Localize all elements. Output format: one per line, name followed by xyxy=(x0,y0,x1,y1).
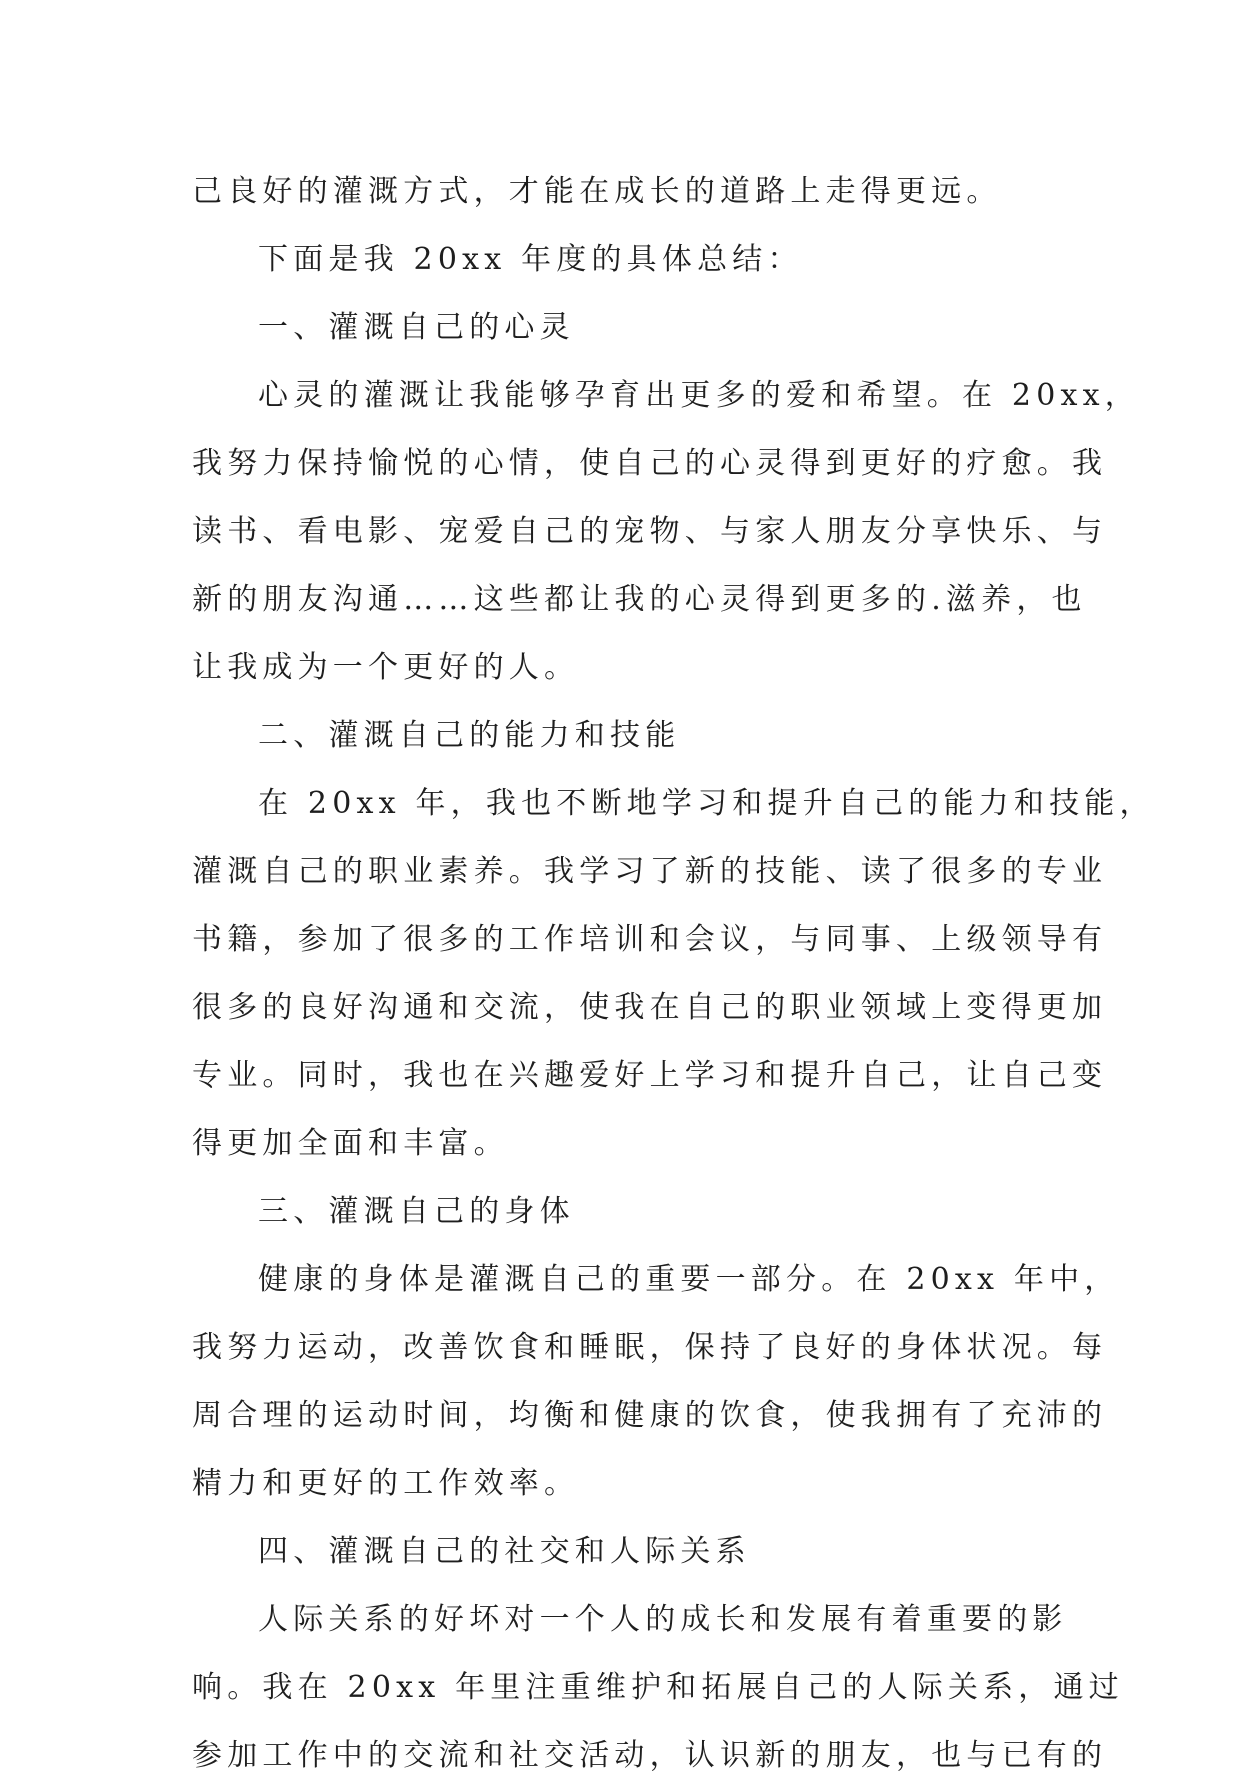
section-heading: 二、灌溉自己的能力和技能 xyxy=(258,718,681,753)
text-line: 很多的良好沟通和交流，使我在自己的职业领域上变得更加 xyxy=(192,990,1108,1025)
section-heading: 三、灌溉自己的身体 xyxy=(258,1194,575,1229)
text-line: 我努力保持愉悦的心情，使自己的心灵得到更好的疗愈。我 xyxy=(192,446,1108,481)
section-heading: 四、灌溉自己的社交和人际关系 xyxy=(258,1534,751,1569)
text-line: 得更加全面和丰富。 xyxy=(192,1126,509,1161)
text-line: 参加工作中的交流和社交活动，认识新的朋友，也与已有的 xyxy=(192,1738,1108,1773)
text-line: 灌溉自己的职业素养。我学习了新的技能、读了很多的专业 xyxy=(192,854,1108,889)
text-line: 读书、看电影、宠爱自己的宠物、与家人朋友分享快乐、与 xyxy=(192,514,1108,549)
section-heading: 一、灌溉自己的心灵 xyxy=(258,310,575,345)
text-line: 心灵的灌溉让我能够孕育出更多的爱和希望。在 20xx， xyxy=(258,378,1140,413)
text-line: 响。我在 20xx 年里注重维护和拓展自己的人际关系，通过 xyxy=(192,1670,1124,1705)
text-line: 己良好的灌溉方式，才能在成长的道路上走得更远。 xyxy=(192,174,1002,209)
text-line: 书籍，参加了很多的工作培训和会议，与同事、上级领导有 xyxy=(192,922,1108,957)
document-body xyxy=(192,158,1155,1790)
text-line: 我努力运动，改善饮食和睡眠，保持了良好的身体状况。每 xyxy=(192,1330,1108,1365)
text-line: 在 20xx 年，我也不断地学习和提升自己的能力和技能， xyxy=(258,786,1155,821)
text-line: 人际关系的好坏对一个人的成长和发展有着重要的影 xyxy=(258,1602,1068,1637)
text-line: 精力和更好的工作效率。 xyxy=(192,1466,580,1501)
text-line: 周合理的运动时间，均衡和健康的饮食，使我拥有了充沛的 xyxy=(192,1398,1108,1433)
text-line: 专业。同时，我也在兴趣爱好上学习和提升自己，让自己变 xyxy=(192,1058,1108,1093)
text-line: 健康的身体是灌溉自己的重要一部分。在 20xx 年中， xyxy=(258,1262,1120,1297)
text-line: 让我成为一个更好的人。 xyxy=(192,650,580,685)
text-line: 下面是我 20xx 年度的具体总结： xyxy=(258,242,803,277)
text-line: 新的朋友沟通……这些都让我的心灵得到更多的.滋养，也 xyxy=(192,582,1087,617)
